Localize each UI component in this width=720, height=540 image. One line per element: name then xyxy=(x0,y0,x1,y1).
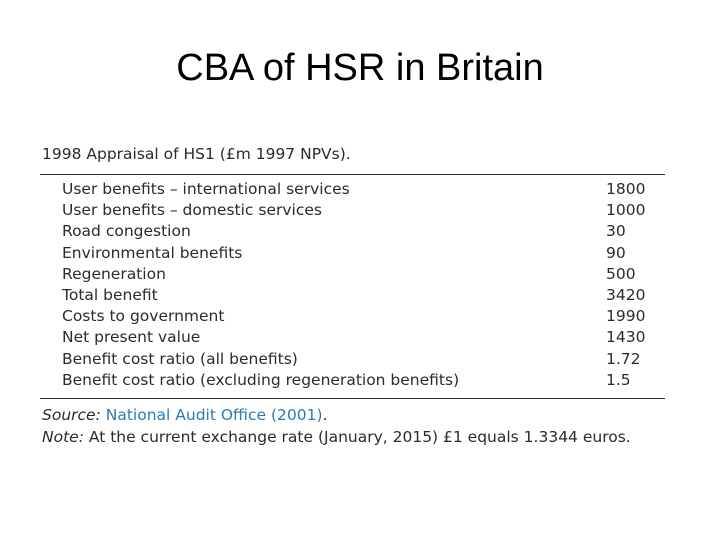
row-value: 30 xyxy=(606,222,626,241)
row-value: 1.72 xyxy=(606,349,641,368)
table-row xyxy=(62,179,662,200)
note-text: At the current exchange rate (January, 2015) £1 equals 1.3344 euros. xyxy=(88,428,631,446)
table-caption: 1998 Appraisal of HS1 (£m 1997 NPVs). xyxy=(42,145,351,163)
row-label: Costs to government xyxy=(62,307,225,326)
table-row xyxy=(62,243,662,264)
table-row xyxy=(62,306,662,327)
row-label: User benefits – international services xyxy=(62,180,350,198)
row-label: Environmental benefits xyxy=(62,243,243,262)
appraisal-table xyxy=(62,179,662,391)
source-line xyxy=(42,404,631,426)
row-value: 3420 xyxy=(606,285,646,304)
row-label: Benefit cost ratio (all benefits) xyxy=(62,349,298,368)
row-label: User benefits – domestic services xyxy=(62,201,322,220)
source-link[interactable]: National Audit Office (2001) xyxy=(105,406,323,424)
row-value: 1430 xyxy=(606,328,646,347)
source-label: Source: xyxy=(42,406,101,424)
table-bottom-rule xyxy=(40,398,665,399)
table-notes xyxy=(42,404,631,448)
table-row xyxy=(62,285,662,306)
row-label: Net present value xyxy=(62,328,201,347)
row-label: Road congestion xyxy=(62,222,191,241)
row-value: 1000 xyxy=(606,201,646,220)
table-top-rule xyxy=(40,174,665,175)
note-label: Note: xyxy=(42,428,84,446)
table-row xyxy=(62,327,662,348)
row-value: 1800 xyxy=(606,180,646,198)
row-label: Benefit cost ratio (excluding regeneration benefits) xyxy=(62,370,460,389)
table-row xyxy=(62,349,662,370)
table-row xyxy=(62,200,662,221)
table-row xyxy=(62,264,662,285)
source-end: . xyxy=(322,406,328,424)
row-value: 500 xyxy=(606,264,636,283)
slide-title: CBA of HSR in Britain xyxy=(176,47,544,89)
row-label: Regeneration xyxy=(62,264,166,283)
row-label: Total benefit xyxy=(62,285,158,304)
row-value: 1.5 xyxy=(606,370,631,389)
row-value: 1990 xyxy=(606,307,646,326)
note-line xyxy=(42,426,631,448)
row-value: 90 xyxy=(606,243,626,262)
table-row xyxy=(62,221,662,242)
table-row xyxy=(62,370,662,391)
